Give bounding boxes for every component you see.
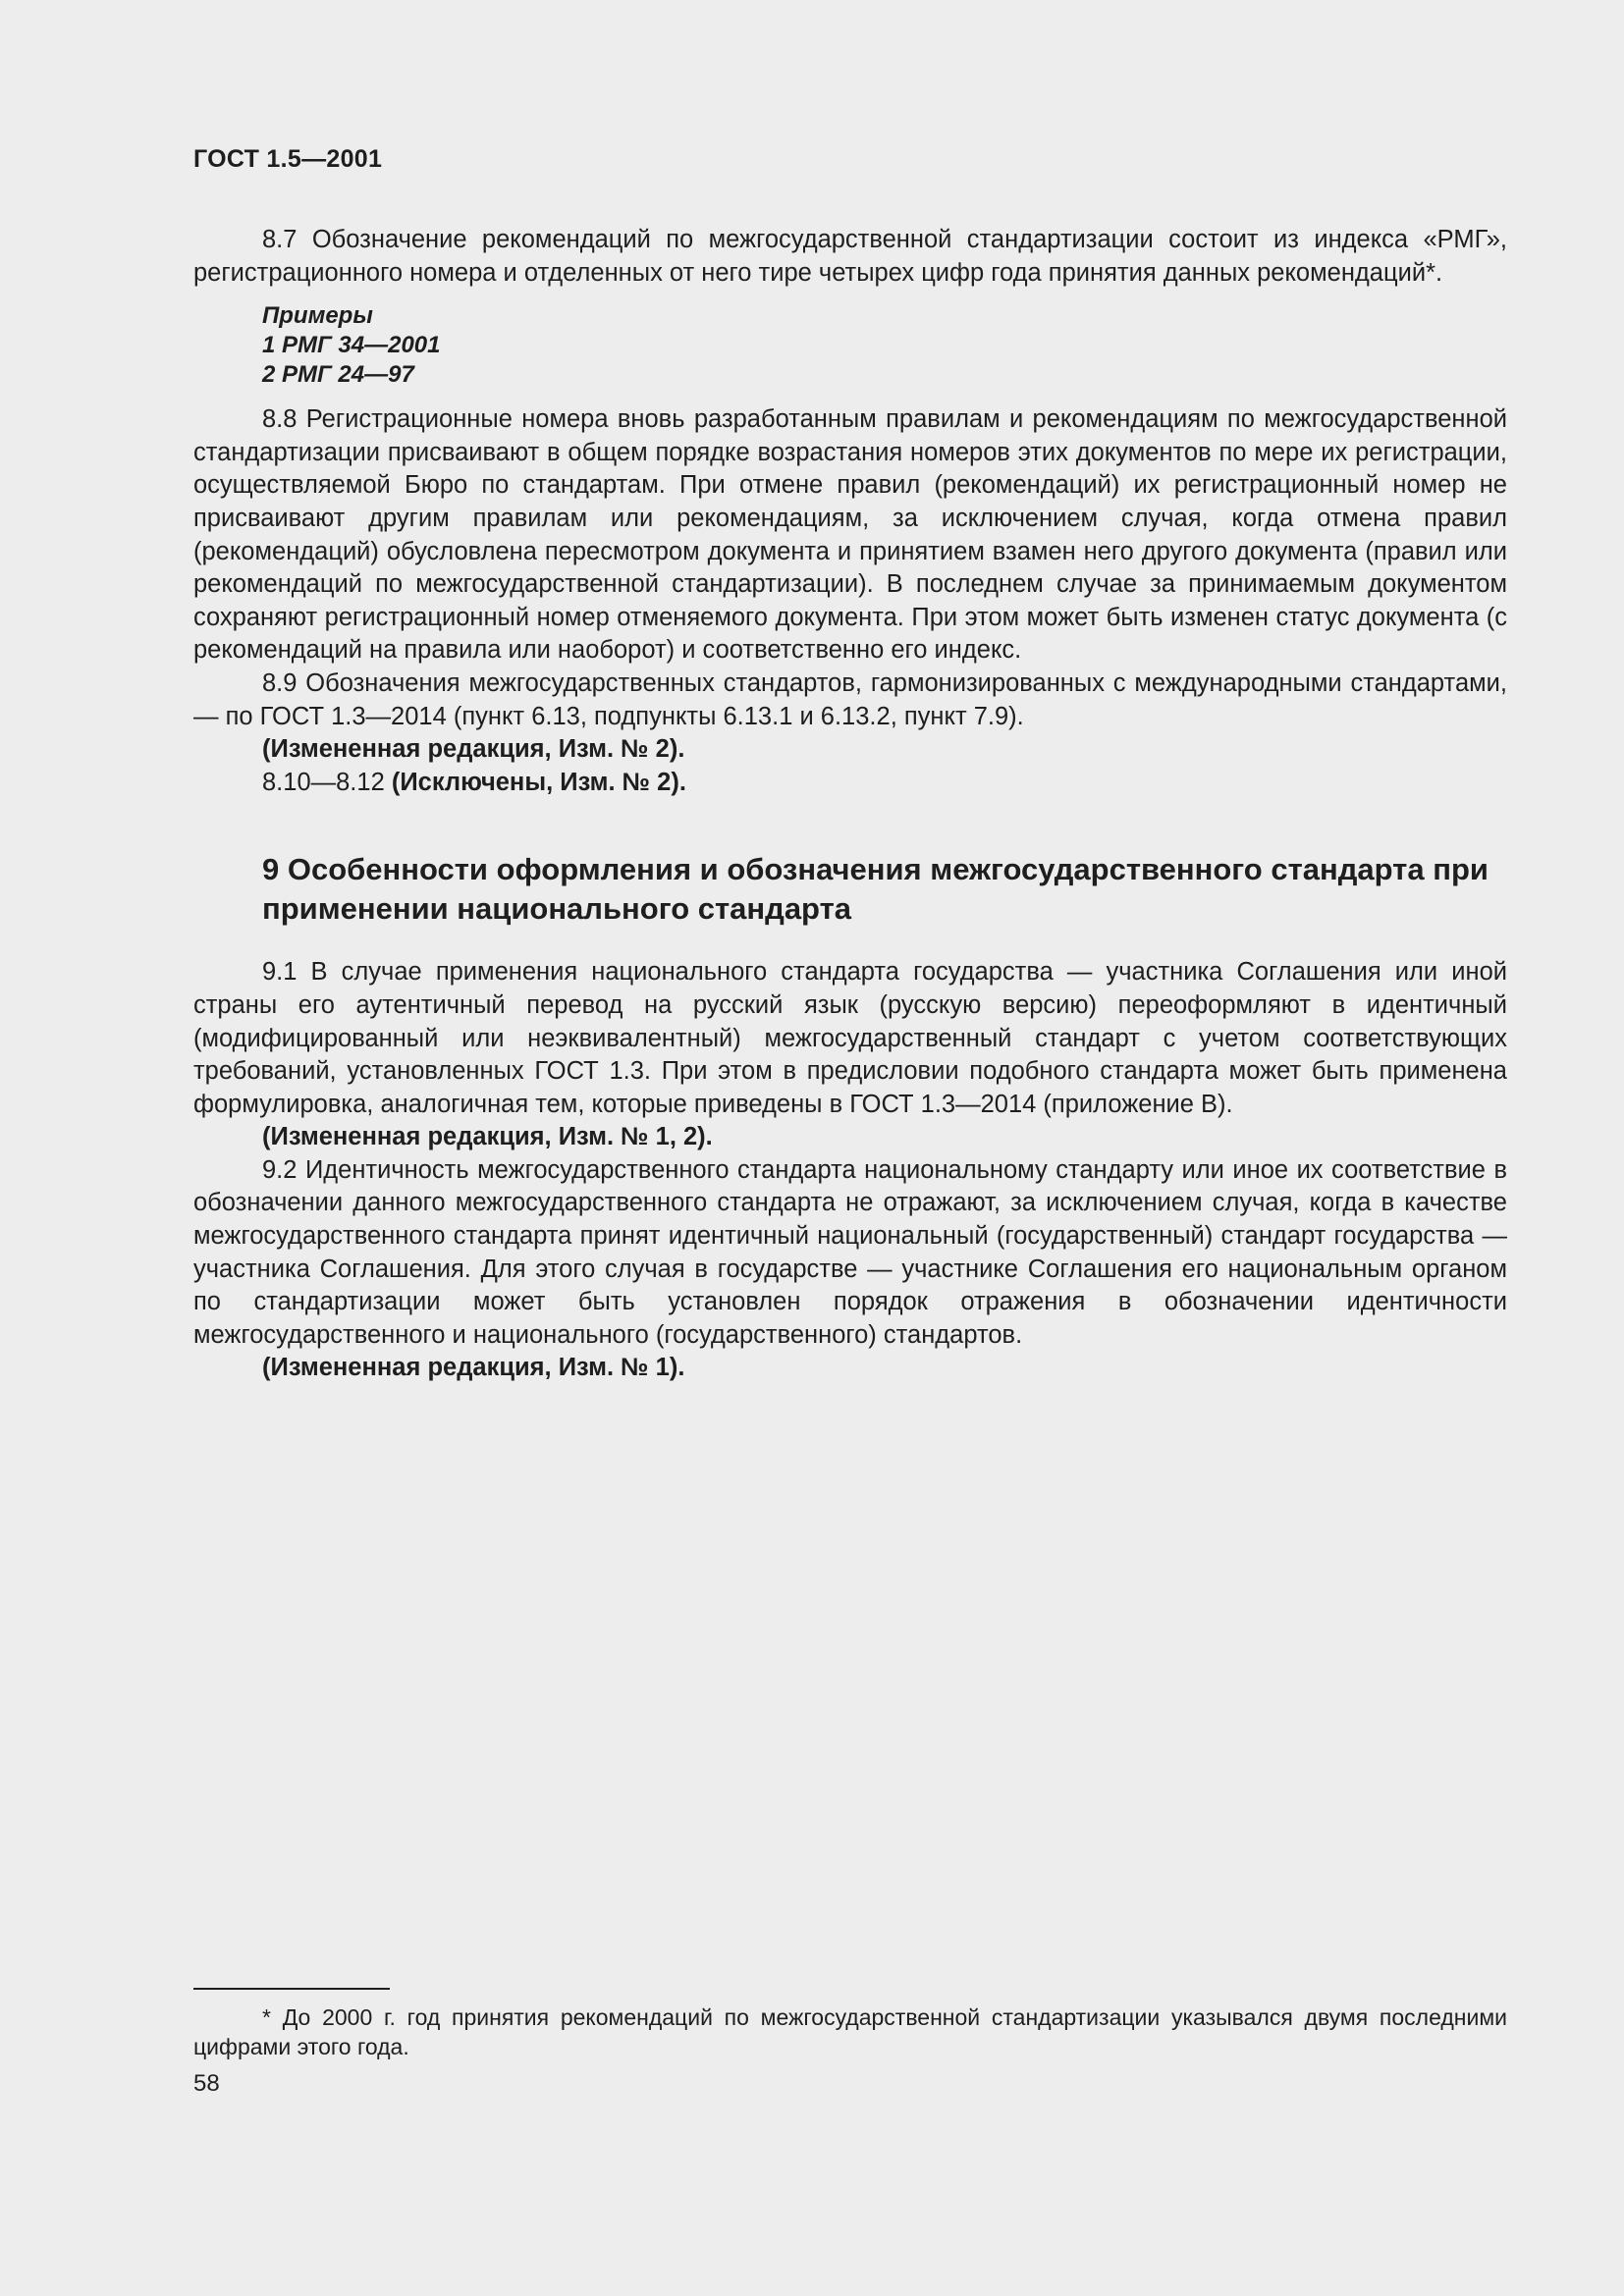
examples-block [193, 301, 1507, 390]
clause-8-7: 8.7 Обозначение рекомендаций по межгосударственной стандартизации состоит из индекса «РМГ», регистрационного номера и отделенных от него тире четырех цифр года принятия данных рекомендаций*. [193, 226, 1507, 287]
clause-8-10-12-note: (Исключены, Изм. № 2). [391, 768, 686, 796]
clause-8-9: 8.9 Обозначения межгосударственных стандартов, гармонизированных с международными стандартами, — по ГОСТ 1.3—2014 (пункт 6.13, подпункты 6.13.1 и 6.13.2, пункт 7.9). [193, 668, 1507, 730]
section-9-title: 9 Особенности оформления и обозначения межгосударственного стандарта при применении национального стандарта [262, 852, 1489, 927]
examples-title: Примеры [262, 302, 373, 330]
clause-8-8: 8.8 Регистрационные номера вновь разработанным правилам и рекомендациям по межгосударственной стандартизации присваивают в общем порядке возрастания номеров этих документов по мере их регистрации, осуществляемой Бюро по стандартам. При отмене правил (рекомендаций) их регистрационный номер не присваивают другим правилам или рекомендациям, за исключением случая, когда отмена правил (рекомендаций) обусловлена пересмотром документа и принятием взамен него другого документа (правил или рекомендаций по межгосударственной стандартизации). В последнем случае за принимаемым документом сохраняют регистрационный номер отменяемого документа. При этом может быть изменен статус документа (с рекомендаций на правила или наоборот) и соответственно его индекс. [193, 405, 1507, 665]
page-number: 58 [193, 2070, 220, 2097]
clause-9-1-amendment: (Измененная редакция, Изм. № 1, 2). [262, 1123, 713, 1151]
clause-9-1: 9.1 В случае применения национального стандарта государства — участника Соглашения или иной страны его аутентичный перевод на русский язык (русскую версию) переоформляют в идентичный (модифицированный или неэквивалентный) межгосударственный стандарт с учетом соответствующих требований, установленных ГОСТ 1.3. При этом в предисловии подобного стандарта может быть применена формулировка, аналогичная тем, которые приведены в ГОСТ 1.3—2014 (приложение В). [193, 958, 1507, 1118]
clause-8-10-12-number: 8.10—8.12 [262, 768, 385, 796]
example-item: 2 РМГ 24—97 [262, 361, 414, 389]
clause-8-10-12 [193, 767, 1507, 800]
footnote-divider [193, 1988, 390, 1990]
document-code-header: ГОСТ 1.5—2001 [193, 145, 383, 173]
example-item: 1 РМГ 34—2001 [262, 332, 441, 359]
clause-9-2-amendment: (Измененная редакция, Изм. № 1). [262, 1354, 685, 1382]
clause-9-2: 9.2 Идентичность межгосударственного стандарта национальному стандарту или иное их соответствие в обозначении данного межгосударственного стандарта не отражают, за исключением случая, когда в качестве межгосударственного стандарта принят идентичный национальный (государственный) стандарт государства — участника Соглашения. Для этого случая в государстве — участнике Соглашения его национальным органом по стандартизации может быть установлен порядок отражения в обозначении идентичности межгосударственного и национального (государственного) стандартов. [193, 1155, 1507, 1349]
clause-8-9-amendment: (Измененная редакция, Изм. № 2). [262, 735, 685, 764]
page-content [193, 224, 1507, 1385]
footnote: * До 2000 г. год принятия рекомендаций по межгосударственной стандартизации указывался двумя последними цифрами этого года. [193, 2004, 1507, 2059]
